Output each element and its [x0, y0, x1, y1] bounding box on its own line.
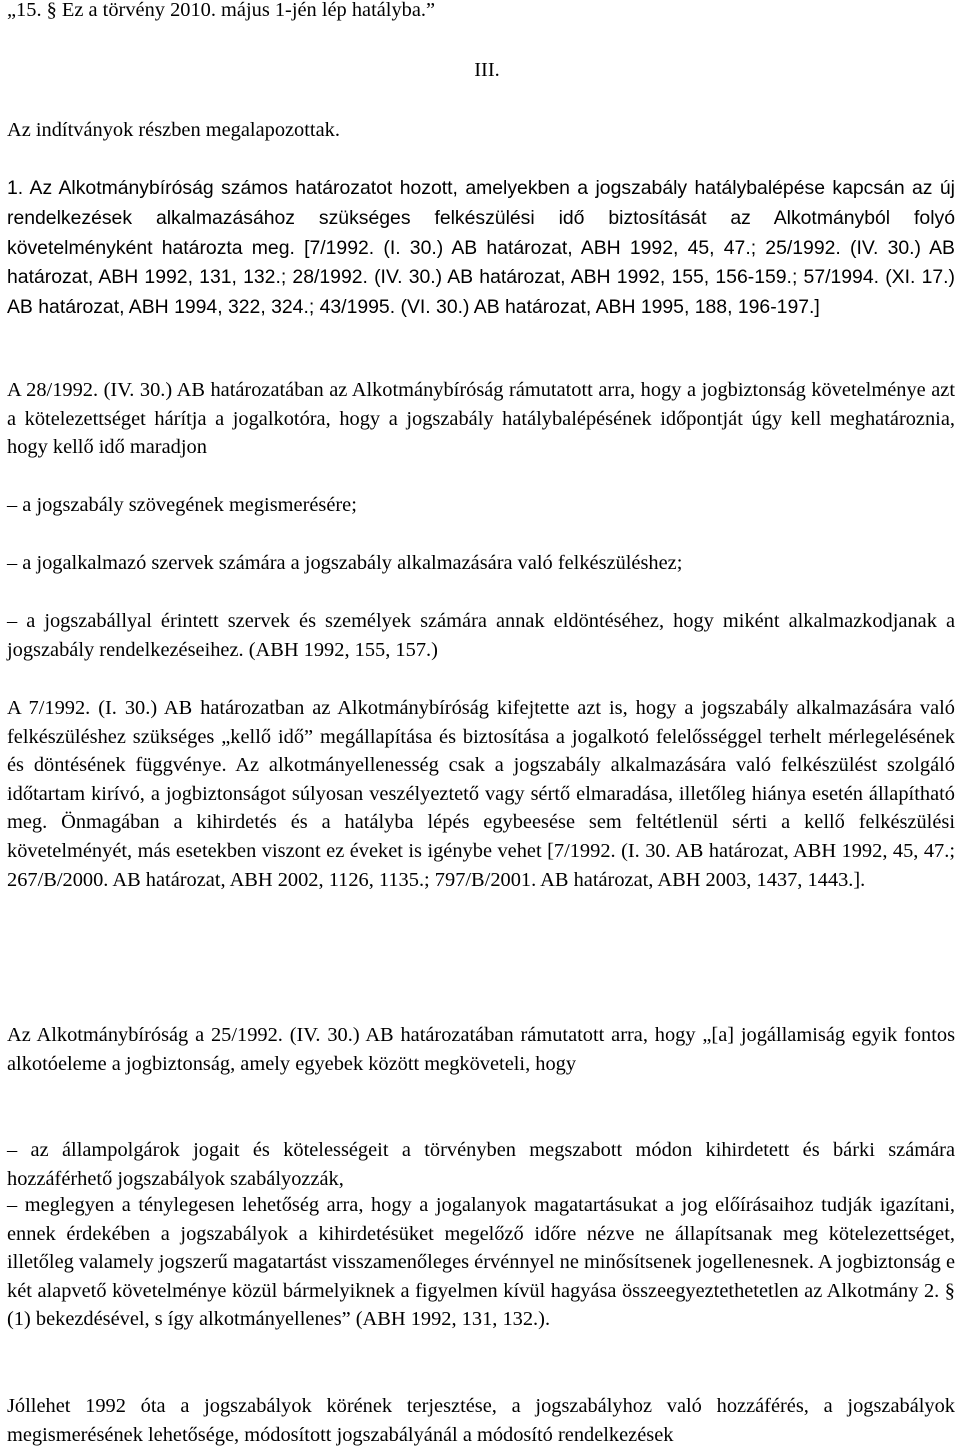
- part-heading: III.: [474, 59, 500, 81]
- list-item: – a jogalkalmazó szervek számára a jogszabály alkalmazására való felkészüléshez;: [7, 552, 683, 574]
- paragraph-25-1992: Az Alkotmánybíróság a 25/1992. (IV. 30.) AB határozatában rámutatott arra, hogy „[a] jogállamiság egyik fontos alkotóeleme a jogbiztonság, amely egyebek között megköveteli, hogy: [7, 1024, 955, 1075]
- opening-statement: Az indítványok részben megalapozottak.: [7, 119, 340, 141]
- paragraph-28-1992: A 28/1992. (IV. 30.) AB határozatában az Alkotmánybíróság rámutatott arra, hogy a jogbiztonság követelménye azt a kötelezettséget hárítja a jogalkotóra, hogy a jogszabály hatálybalépésének időpontját úgy kell meghatároznia, hogy kellő idő maradjon: [7, 379, 955, 459]
- paragraph-final: Jóllehet 1992 óta a jogszabályok körének terjesztése, a jogszabályhoz való hozzáférés, a jogszabályok megismerésének lehetősége, módosított jogszabályánál a módosító rendelkezések: [7, 1395, 955, 1446]
- list-item: – a jogszabály szövegének megismerésére;: [7, 494, 357, 516]
- paragraph-point-1: 1. Az Alkotmánybíróság számos határozatot hozott, amelyekben a jogszabály hatálybalépése kapcsán az új rendelkezések alkalmazásához szükséges felkészülési idő biztosítását az Alkotmányból folyó követelményként határozta meg. [7/1992. (I. 30.) AB határozat, ABH 1992, 45, 47.; 25/1992. (IV. 30.) AB határozat, ABH 1992, 131, 132.; 28/1992. (IV. 30.) AB határozat, ABH 1992, 155, 156-159.; 57/1994. (XI. 17.) AB határozat, ABH 1994, 322, 324.; 43/1995. (VI. 30.) AB határozat, ABH 1995, 188, 196-197.]: [7, 177, 955, 319]
- paragraph-7-1992: A 7/1992. (I. 30.) AB határozatban az Alkotmánybíróság kifejtette azt is, hogy a jogszabály alkalmazására való felkészüléshez szükséges „kellő idő” megállapítása és biztosítása a jogalkotó felelősséggel terhelt mérlegelésének és döntésének függvénye. Az alkotmányellenesség csak a jogszabály alkalmazására való felkészülést szolgáló időtartam kirívó, a jogbiztonságot súlyosan veszélyeztető vagy sértő elmaradása, illetőleg hiánya esetén állapítható meg. Önmagában a kihirdetés és a hatályba lépés egybeesése sem feltétlenül sérti a kellő felkészülési követelményét, más esetekben viszont ez éveket is igénybe vehet [7/1992. (I. 30. AB határozat, ABH 1992, 45, 47.; 267/B/2000. AB határozat, ABH 2002, 1126, 1135.; 797/B/2001. AB határozat, ABH 2003, 1437, 1443.].: [7, 697, 955, 891]
- intro-section-text: „15. § Ez a törvény 2010. május 1-jén lép hatályba.”: [7, 0, 436, 21]
- list-item: – a jogszabállyal érintett szervek és személyek számára annak eldöntéséhez, hogy miként alkalmazkodjanak a jogszabály rendelkezéseihez. (ABH 1992, 155, 157.): [7, 610, 955, 661]
- list-item: – az állampolgárok jogait és kötelességeit a törvényben megszabott módon kihirdetett és bárki számára hozzáférhető jogszabályok szabályozzák,: [7, 1139, 955, 1190]
- list-item: – meglegyen a ténylegesen lehetőség arra, hogy a jogalanyok magatartásukat a jog előírásaihoz tudják igazítani, ennek érdekében a jogszabályok a kihirdetésüket megelőző időre nézve ne állapítsanak meg kötelezettséget, illetőleg valamely jogszerű magatartást visszamenőleges érvénnyel ne minősítsenek jogellenesnek. A jogbiztonság e két alapvető követelménye közül bármelyiknek a figyelmen kívül hagyása összeegyeztethetetlen az Alkotmány 2. § (1) bekezdésével, s így alkotmányellenes” (ABH 1992, 131, 132.).: [7, 1194, 955, 1331]
